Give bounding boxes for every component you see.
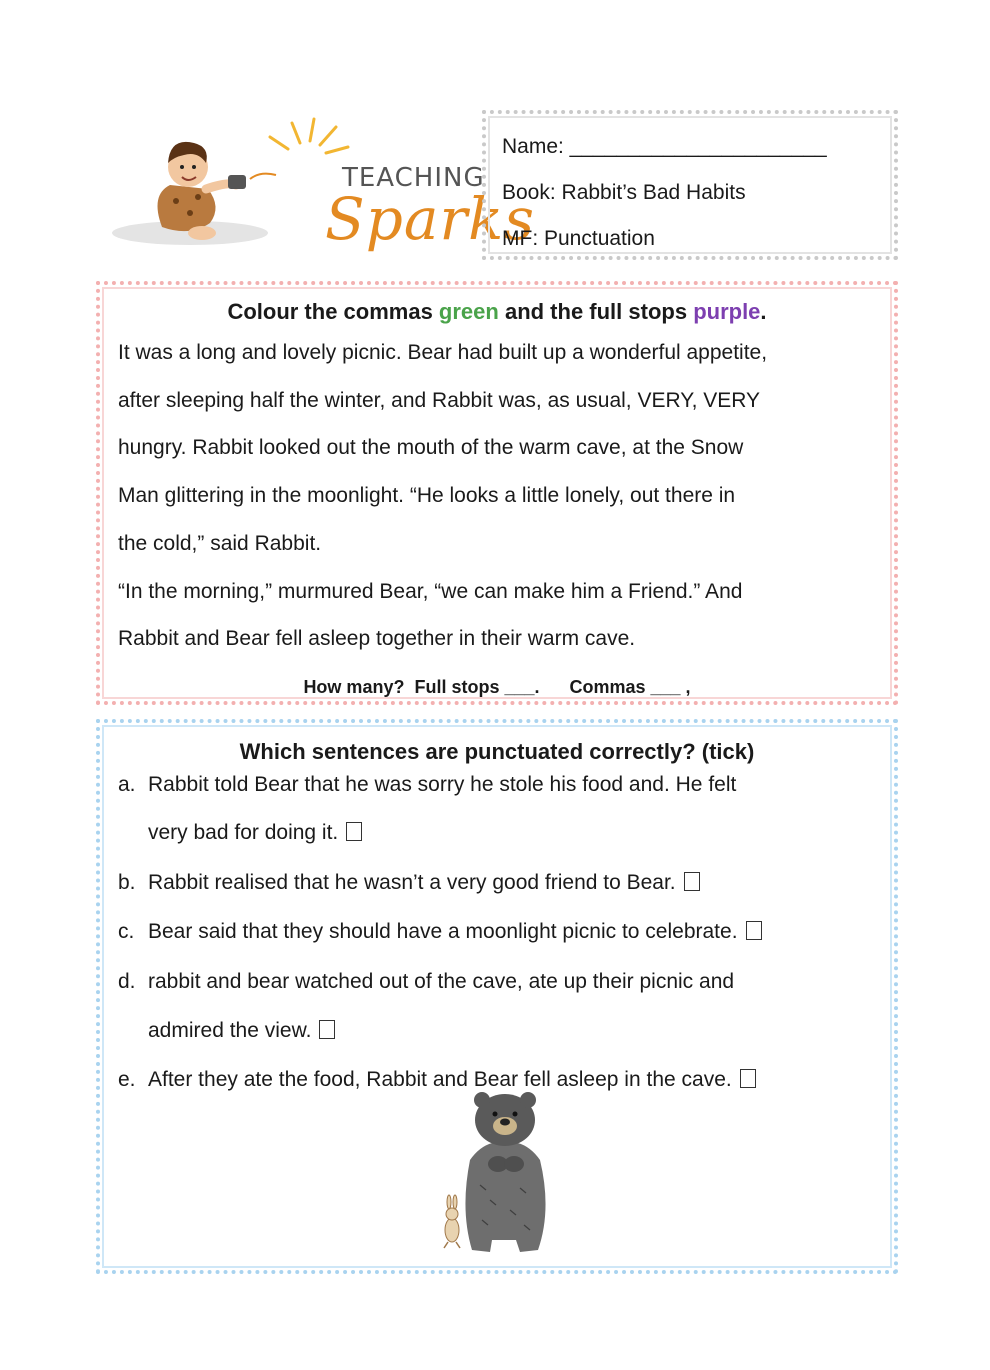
item-text: Rabbit realised that he wasn’t a very good friend to Bear. (148, 871, 676, 894)
story-line[interactable]: Rabbit and Bear fell asleep together in their warm cave. (118, 627, 636, 650)
task1-heading-part: Colour the commas (227, 299, 439, 324)
item-text: After they ate the food, Rabbit and Bear fell asleep in the cave. (148, 1068, 732, 1091)
tick-box[interactable] (319, 1020, 335, 1039)
rabbit-icon (444, 1195, 460, 1248)
logo-text-teaching: TEACHING (342, 163, 485, 193)
item-text: Rabbit told Bear that he was sorry he stole his food and. He felt (148, 773, 737, 796)
name-field[interactable]: Name: ______________________ (502, 135, 827, 158)
task1-heading-part: and the full stops (498, 299, 694, 324)
story-line[interactable]: hungry. Rabbit looked out the mouth of the warm cave, at the Snow (118, 436, 744, 459)
item-letter: a. (118, 773, 136, 796)
task1-heading (100, 299, 894, 325)
story-line[interactable]: after sleeping half the winter, and Rabbit was, as usual, VERY, VERY (118, 389, 761, 412)
tick-box[interactable] (346, 822, 362, 841)
item-text: rabbit and bear watched out of the cave, ate up their picnic and (148, 970, 735, 993)
info-box (482, 110, 898, 260)
logo-text-sparks: Sparks (325, 185, 536, 253)
item-row (148, 1068, 756, 1092)
tick-box[interactable] (740, 1069, 756, 1088)
item-letter: c. (118, 920, 135, 943)
story-line[interactable]: the cold,” said Rabbit. (118, 532, 322, 555)
story-line[interactable]: Man glittering in the moonlight. “He looks a little lonely, out there in (118, 484, 736, 507)
tick-box[interactable] (746, 921, 762, 940)
item-text-continued (148, 1019, 335, 1043)
item-text: admired the view. (148, 1019, 312, 1042)
item-row (148, 871, 700, 895)
item-text: Bear said that they should have a moonlight picnic to celebrate. (148, 920, 738, 943)
green-word: green (438, 299, 499, 324)
book-label: Book: Rabbit’s Bad Habits (502, 181, 746, 204)
bear-icon (430, 1090, 580, 1265)
teaching-sparks-logo (110, 115, 536, 255)
tick-box[interactable] (684, 872, 700, 891)
item-letter: e. (118, 1068, 136, 1091)
task2-heading: Which sentences are punctuated correctly? (tick) (239, 739, 755, 764)
bear-and-rabbit-illustration (430, 1090, 580, 1265)
mf-label: MF: Punctuation (502, 227, 655, 250)
item-text: very bad for doing it. (148, 821, 339, 844)
item-row (148, 920, 762, 944)
story-line[interactable]: It was a long and lovely picnic. Bear had built up a wonderful appetite, (118, 341, 768, 364)
item-letter: d. (118, 970, 136, 993)
item-letter: b. (118, 871, 136, 894)
colour-punctuation-task (96, 281, 898, 705)
purple-word: purple (693, 299, 761, 324)
task1-heading-part: . (760, 299, 767, 324)
item-text-continued (148, 821, 362, 845)
count-answer-line[interactable]: How many? Full stops ___. Commas ___ , (303, 677, 691, 697)
story-line[interactable]: “In the morning,” murmured Bear, “we can make him a Friend.” And (118, 580, 743, 603)
